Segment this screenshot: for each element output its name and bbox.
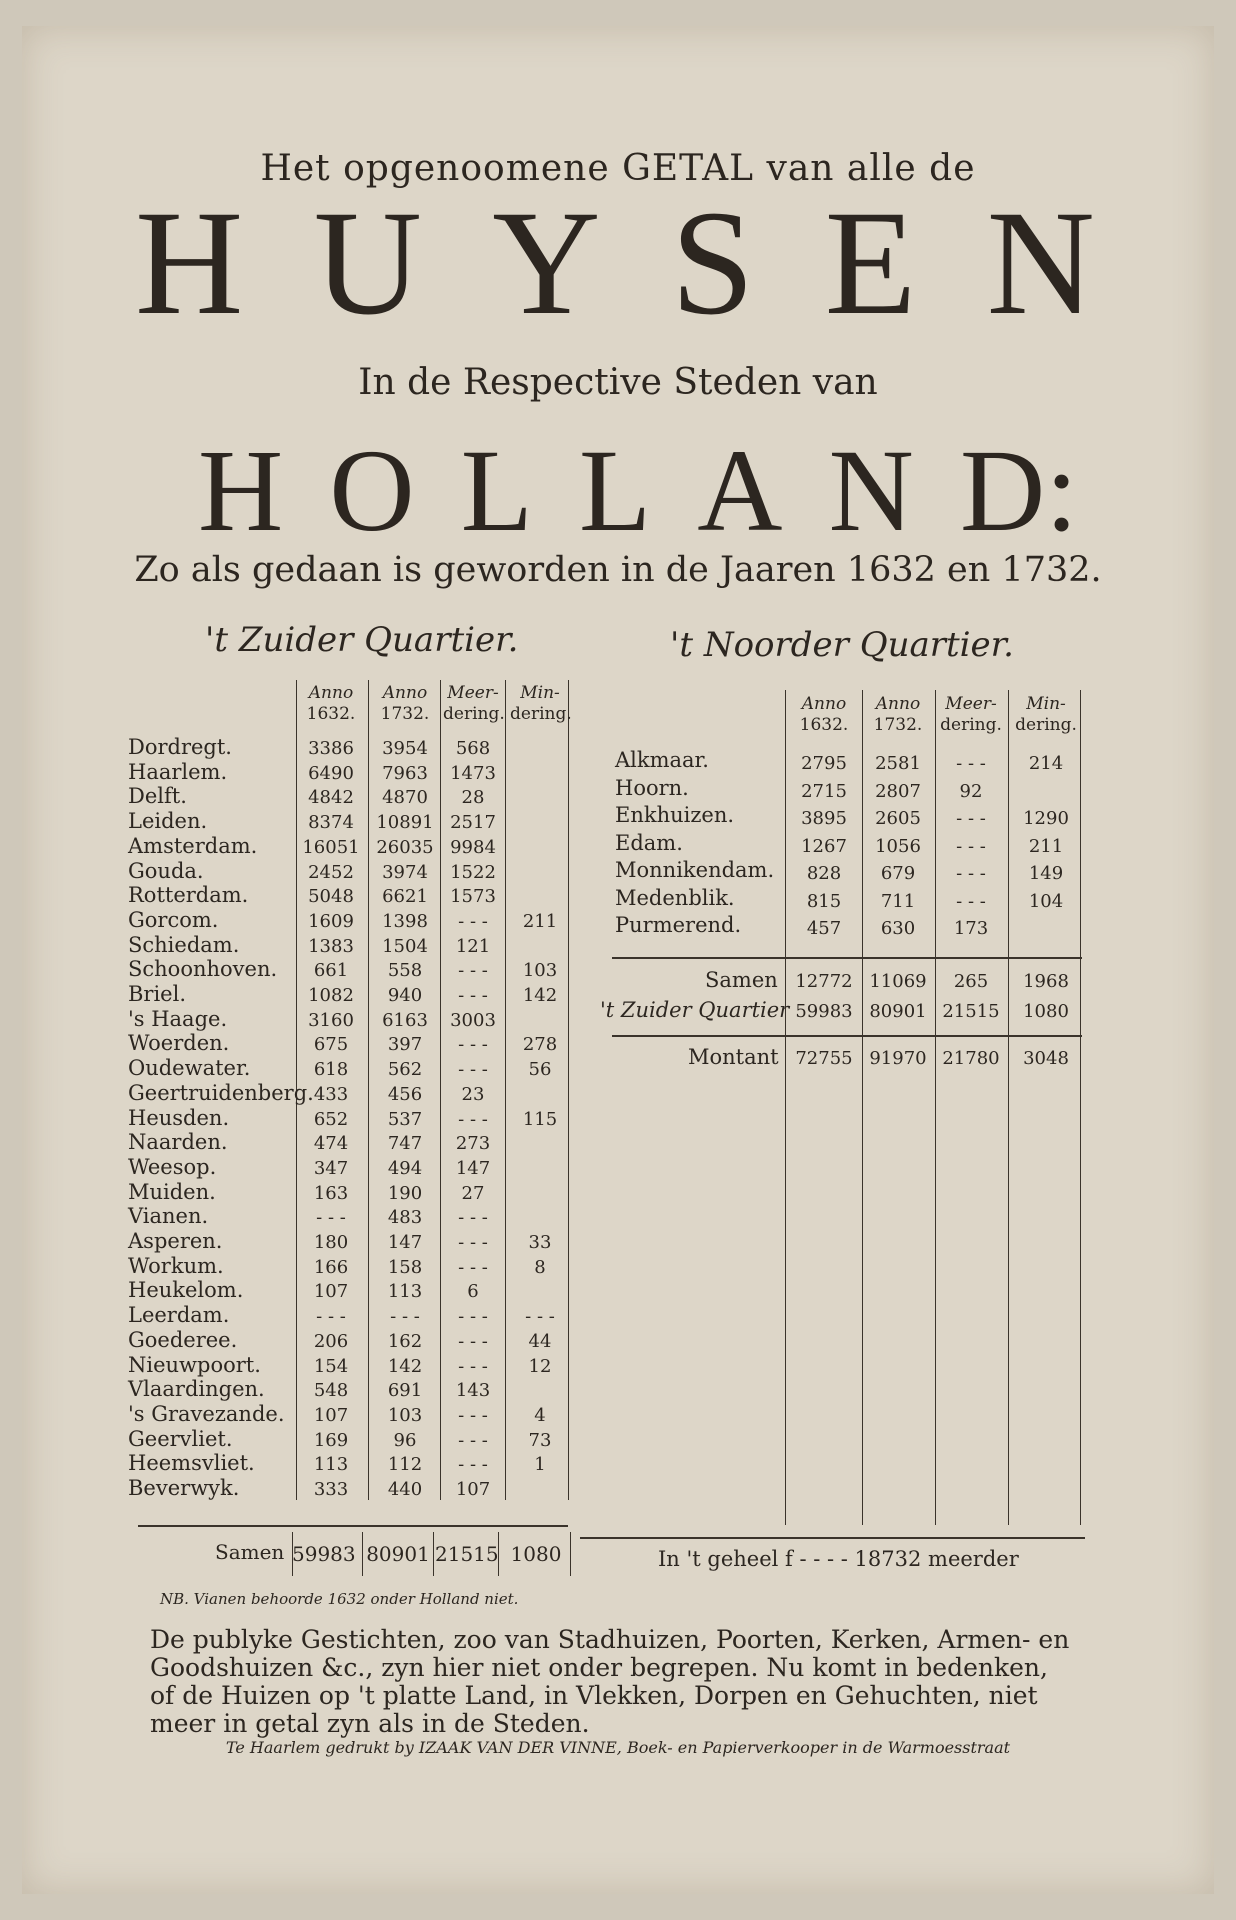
table-cell: 1473	[450, 763, 496, 784]
town-name: Alkmaar.	[615, 748, 709, 772]
table-cell: 483	[387, 1207, 423, 1228]
column-header-year: 1632.	[306, 704, 356, 724]
town-name: 's Gravezande.	[128, 1402, 285, 1426]
letter: N	[986, 180, 1095, 346]
town-name: Heukelom.	[128, 1278, 244, 1302]
town-name: Nieuwpoort.	[128, 1353, 261, 1377]
table-cell: 1056	[875, 836, 921, 857]
town-name: Gouda.	[128, 859, 204, 883]
column-rule	[568, 680, 569, 1500]
title-line-1: Het opgenoomene GETAL van alle de	[260, 148, 976, 189]
column-header-top: Meer-	[945, 694, 997, 714]
table-cell: - - -	[458, 1232, 488, 1253]
table-cell: - - -	[390, 1306, 420, 1327]
title-holland	[198, 425, 1078, 556]
table-cell: 103	[387, 1405, 423, 1426]
column-header-year: dering.	[443, 704, 505, 724]
town-name: Edam.	[615, 831, 683, 855]
table-cell: 273	[455, 1133, 491, 1154]
table-cell: 6621	[382, 886, 428, 907]
table-cell: 4	[534, 1405, 546, 1426]
total-geheel: In 't geheel f - - - - 18732 meerder	[658, 1547, 1019, 1571]
table-cell: 107	[313, 1281, 349, 1302]
table-cell: - - -	[458, 960, 488, 981]
letter: H	[135, 180, 244, 346]
column-header-top: Meer-	[447, 683, 499, 703]
table-cell: 107	[455, 1479, 491, 1500]
printer-imprint: Te Haarlem gedrukt by IZAAK VAN DER VINNE, Boek- en Papierverkooper in de Warmoesstraat	[225, 1738, 1011, 1757]
town-name: Monnikendam.	[615, 858, 775, 882]
table-cell: - - -	[458, 1356, 488, 1377]
table-cell: 143	[455, 1380, 491, 1401]
table-cell: 548	[313, 1380, 349, 1401]
table-cell: 23	[461, 1084, 485, 1105]
table-cell: 1504	[382, 936, 428, 957]
town-name: Medenblik.	[615, 886, 735, 910]
letter: H	[198, 425, 284, 556]
town-name: Dordregt.	[128, 735, 232, 759]
town-name: Enkhuizen.	[615, 803, 735, 827]
table-cell: 1	[534, 1454, 546, 1475]
town-name: Heusden.	[128, 1106, 230, 1130]
table-cell: 6163	[382, 1010, 428, 1031]
column-rule	[1008, 690, 1009, 1525]
table-cell: 1522	[450, 862, 496, 883]
table-cell: - - -	[956, 891, 986, 912]
table-cell: 568	[455, 738, 491, 759]
town-name: Amsterdam.	[128, 834, 258, 858]
table-cell: 9984	[450, 837, 496, 858]
table-cell: - - -	[458, 1034, 488, 1055]
table-cell: 747	[387, 1133, 423, 1154]
table-cell: 562	[387, 1059, 423, 1080]
letter: N	[828, 425, 914, 556]
table-cell: - - -	[458, 911, 488, 932]
table-cell: 113	[313, 1454, 349, 1475]
table-cell: 8	[534, 1257, 546, 1278]
table-cell: 142	[387, 1356, 423, 1377]
table-cell: 1609	[308, 911, 354, 932]
table-cell: - - -	[525, 1306, 555, 1327]
table-cell: 440	[387, 1479, 423, 1500]
table-cell: 1290	[1023, 808, 1069, 829]
town-name: Hoorn.	[615, 776, 689, 800]
town-name: Schoonhoven.	[128, 957, 278, 981]
table-cell: 190	[387, 1183, 423, 1204]
table-cell: 630	[880, 918, 916, 939]
table-cell: 206	[313, 1331, 349, 1352]
column-header-top: Anno	[308, 683, 354, 703]
table-cell: 1267	[801, 836, 847, 857]
table-cell: 2517	[450, 812, 496, 833]
table-cell: 115	[522, 1109, 558, 1130]
table-cell: - - -	[956, 836, 986, 857]
zuider-total-meer: 21515	[435, 1542, 499, 1566]
table-cell: 147	[455, 1158, 491, 1179]
table-cell: 3974	[382, 862, 428, 883]
table-cell: 73	[528, 1430, 552, 1451]
table-cell: 154	[313, 1356, 349, 1377]
table-cell: 457	[806, 918, 842, 939]
noorder-heading: 't Noorder Quartier.	[670, 625, 1014, 665]
table-cell: 169	[313, 1430, 349, 1451]
table-cell: 661	[313, 960, 349, 981]
column-rule	[785, 690, 786, 1525]
summary-cell: 1968	[1023, 971, 1069, 992]
table-cell: 214	[1028, 753, 1064, 774]
table-cell: - - -	[956, 863, 986, 884]
table-cell: - - -	[956, 753, 986, 774]
table-cell: 2581	[875, 753, 921, 774]
table-cell: 3386	[308, 738, 354, 759]
zuider-total-1732: 80901	[366, 1542, 430, 1566]
summary-cell: 59983	[795, 1001, 853, 1022]
column-header-top: Anno	[382, 683, 428, 703]
table-cell: 494	[387, 1158, 423, 1179]
table-cell: 3954	[382, 738, 428, 759]
letter: Y	[492, 180, 601, 346]
table-cell: 103	[522, 960, 558, 981]
table-cell: - - -	[956, 808, 986, 829]
town-name: Goederee.	[128, 1328, 238, 1352]
summary-cell: 91970	[869, 1048, 927, 1069]
table-cell: 92	[959, 781, 983, 802]
letter: O	[329, 425, 415, 556]
summary-cell: 3048	[1023, 1048, 1069, 1069]
zuider-total-label: Samen	[215, 1540, 285, 1564]
town-name: Haarlem.	[128, 760, 228, 784]
table-cell: 28	[461, 787, 485, 808]
table-cell: 652	[313, 1109, 349, 1130]
table-cell: 347	[313, 1158, 349, 1179]
table-cell: - - -	[458, 1059, 488, 1080]
table-cell: 10891	[376, 812, 434, 833]
town-name: 's Haage.	[128, 1007, 228, 1031]
table-cell: 397	[387, 1034, 423, 1055]
table-cell: - - -	[458, 1331, 488, 1352]
town-name: Weesop.	[128, 1155, 217, 1179]
town-name: Delft.	[128, 784, 187, 808]
table-cell: 1082	[308, 985, 354, 1006]
table-cell: 6	[467, 1281, 479, 1302]
table-cell: 7963	[382, 763, 428, 784]
column-header-year: 1732.	[873, 715, 923, 735]
letter: S	[670, 180, 755, 346]
table-cell: - - -	[458, 1109, 488, 1130]
table-cell: - - -	[458, 1405, 488, 1426]
table-cell: 1383	[308, 936, 354, 957]
summary-cell: 72755	[795, 1048, 853, 1069]
table-cell: 121	[455, 936, 491, 957]
zuider-total-min: 1080	[510, 1542, 562, 1566]
table-cell: - - -	[316, 1207, 346, 1228]
table-cell: 162	[387, 1331, 423, 1352]
table-cell: 537	[387, 1109, 423, 1130]
town-name: Muiden.	[128, 1180, 216, 1204]
title-line-3: In de Respective Steden van	[358, 362, 878, 403]
table-cell: 2452	[308, 862, 354, 883]
table-cell: 711	[880, 891, 916, 912]
table-cell: - - -	[458, 985, 488, 1006]
table-cell: 211	[522, 911, 558, 932]
column-header-year: 1732.	[380, 704, 430, 724]
table-cell: - - -	[316, 1306, 346, 1327]
table-cell: 8374	[308, 812, 354, 833]
table-cell: 27	[461, 1183, 485, 1204]
table-cell: - - -	[458, 1207, 488, 1228]
table-cell: 107	[313, 1405, 349, 1426]
town-name: Rotterdam.	[128, 883, 249, 907]
summary-cell: 21515	[942, 1001, 1000, 1022]
summary-rule	[612, 957, 1082, 959]
table-cell: 3160	[308, 1010, 354, 1031]
letter: U	[313, 180, 422, 346]
town-name: Asperen.	[128, 1229, 223, 1253]
table-cell: 3895	[801, 808, 847, 829]
table-cell: 166	[313, 1257, 349, 1278]
table-cell: 163	[313, 1183, 349, 1204]
summary-label: Samen	[705, 968, 778, 992]
table-cell: 4870	[382, 787, 428, 808]
summary-cell: 80901	[869, 1001, 927, 1022]
table-cell: 26035	[376, 837, 434, 858]
table-cell: - - -	[458, 1306, 488, 1327]
column-header-year: 1632.	[799, 715, 849, 735]
table-cell: 2605	[875, 808, 921, 829]
table-cell: - - -	[458, 1257, 488, 1278]
table-cell: - - -	[458, 1430, 488, 1451]
table-cell: 104	[1028, 891, 1064, 912]
table-cell: 6490	[308, 763, 354, 784]
table-cell: 4842	[308, 787, 354, 808]
zuider-total-1632: 59983	[292, 1542, 356, 1566]
title-subtitle: Zo als gedaan is geworden in de Jaaren 1632 en 1732.	[134, 550, 1102, 590]
letter: L	[579, 425, 652, 556]
table-cell: - - -	[458, 1454, 488, 1475]
summary-cell: 12772	[795, 971, 853, 992]
town-name: Schiedam.	[128, 933, 240, 957]
table-cell: 56	[528, 1059, 552, 1080]
column-header-top: Min-	[1026, 694, 1066, 714]
table-cell: 558	[387, 960, 423, 981]
table-cell: 278	[522, 1034, 558, 1055]
table-cell: 16051	[302, 837, 360, 858]
table-cell: 33	[528, 1232, 552, 1253]
summary-label: 't Zuider Quartier	[600, 998, 790, 1022]
column-rule	[440, 680, 441, 1500]
letter: E	[824, 180, 917, 346]
table-cell: 618	[313, 1059, 349, 1080]
table-cell: 158	[387, 1257, 423, 1278]
table-cell: 433	[313, 1084, 349, 1105]
table-cell: 149	[1028, 863, 1064, 884]
column-header-top: Anno	[875, 694, 921, 714]
column-header-year: dering.	[940, 715, 1002, 735]
summary-rule	[612, 1035, 1082, 1037]
table-cell: 3003	[450, 1010, 496, 1031]
town-name: Leerdam.	[128, 1303, 230, 1327]
title-huysen	[135, 180, 1095, 346]
summary-cell: 11069	[869, 971, 927, 992]
table-cell: 112	[387, 1454, 423, 1475]
table-cell: 333	[313, 1479, 349, 1500]
column-rule	[368, 680, 369, 1500]
table-cell: 456	[387, 1084, 423, 1105]
column-header-top: Min-	[520, 683, 560, 703]
table-cell: 828	[806, 863, 842, 884]
town-name: Purmerend.	[615, 913, 742, 937]
column-header-year: dering.	[510, 704, 572, 724]
town-name: Vianen.	[128, 1204, 209, 1228]
table-cell: 211	[1028, 836, 1064, 857]
table-cell: 44	[528, 1331, 552, 1352]
summary-label: Montant	[688, 1045, 779, 1069]
table-cell: 180	[313, 1232, 349, 1253]
nb-note: NB. Vianen behoorde 1632 onder Holland niet.	[160, 1590, 519, 1608]
town-name: Beverwyk.	[128, 1476, 240, 1500]
summary-cell: 1080	[1023, 1001, 1069, 1022]
letter: D:	[960, 425, 1078, 556]
table-cell: 940	[387, 985, 423, 1006]
table-cell: 173	[953, 918, 989, 939]
table-cell: 691	[387, 1380, 423, 1401]
town-name: Workum.	[128, 1254, 224, 1278]
table-cell: 1398	[382, 911, 428, 932]
footer-notice: De publyke Gestichten, zoo van Stadhuizen, Poorten, Kerken, Armen- en Goodshuizen &c., zyn hier niet onder begrepen. Nu komt in bedenken, of de Huizen op 't platte Land, in Vlekken, Dorpen en Gehuchten, niet meer in getal zyn als in de Steden.	[150, 1625, 1070, 1738]
table-cell: 147	[387, 1232, 423, 1253]
town-name: Leiden.	[128, 809, 208, 833]
town-name: Vlaardingen.	[128, 1377, 265, 1401]
table-cell: 679	[880, 863, 916, 884]
table-cell: 2715	[801, 781, 847, 802]
table-cell: 815	[806, 891, 842, 912]
table-cell: 96	[393, 1430, 417, 1451]
summary-cell: 265	[953, 971, 989, 992]
table-cell: 2795	[801, 753, 847, 774]
table-cell: 142	[522, 985, 558, 1006]
letter: L	[460, 425, 533, 556]
column-rule	[505, 680, 506, 1500]
town-name: Geertruidenberg.	[128, 1081, 314, 1105]
town-name: Gorcom.	[128, 908, 219, 932]
table-cell: 113	[387, 1281, 423, 1302]
town-name: Heemsvliet.	[128, 1451, 255, 1475]
summary-cell: 21780	[942, 1048, 1000, 1069]
table-cell: 1573	[450, 886, 496, 907]
table-cell: 12	[528, 1356, 552, 1377]
table-cell: 474	[313, 1133, 349, 1154]
column-header-top: Anno	[801, 694, 847, 714]
table-cell: 5048	[308, 886, 354, 907]
town-name: Geervliet.	[128, 1427, 233, 1451]
town-name: Oudewater.	[128, 1056, 251, 1080]
table-cell: 2807	[875, 781, 921, 802]
column-header-year: dering.	[1015, 715, 1077, 735]
letter: A	[697, 425, 783, 556]
town-name: Briel.	[128, 982, 187, 1006]
town-name: Naarden.	[128, 1130, 228, 1154]
zuider-heading: 't Zuider Quartier.	[205, 620, 519, 660]
table-cell: 675	[313, 1034, 349, 1055]
town-name: Woerden.	[128, 1031, 230, 1055]
